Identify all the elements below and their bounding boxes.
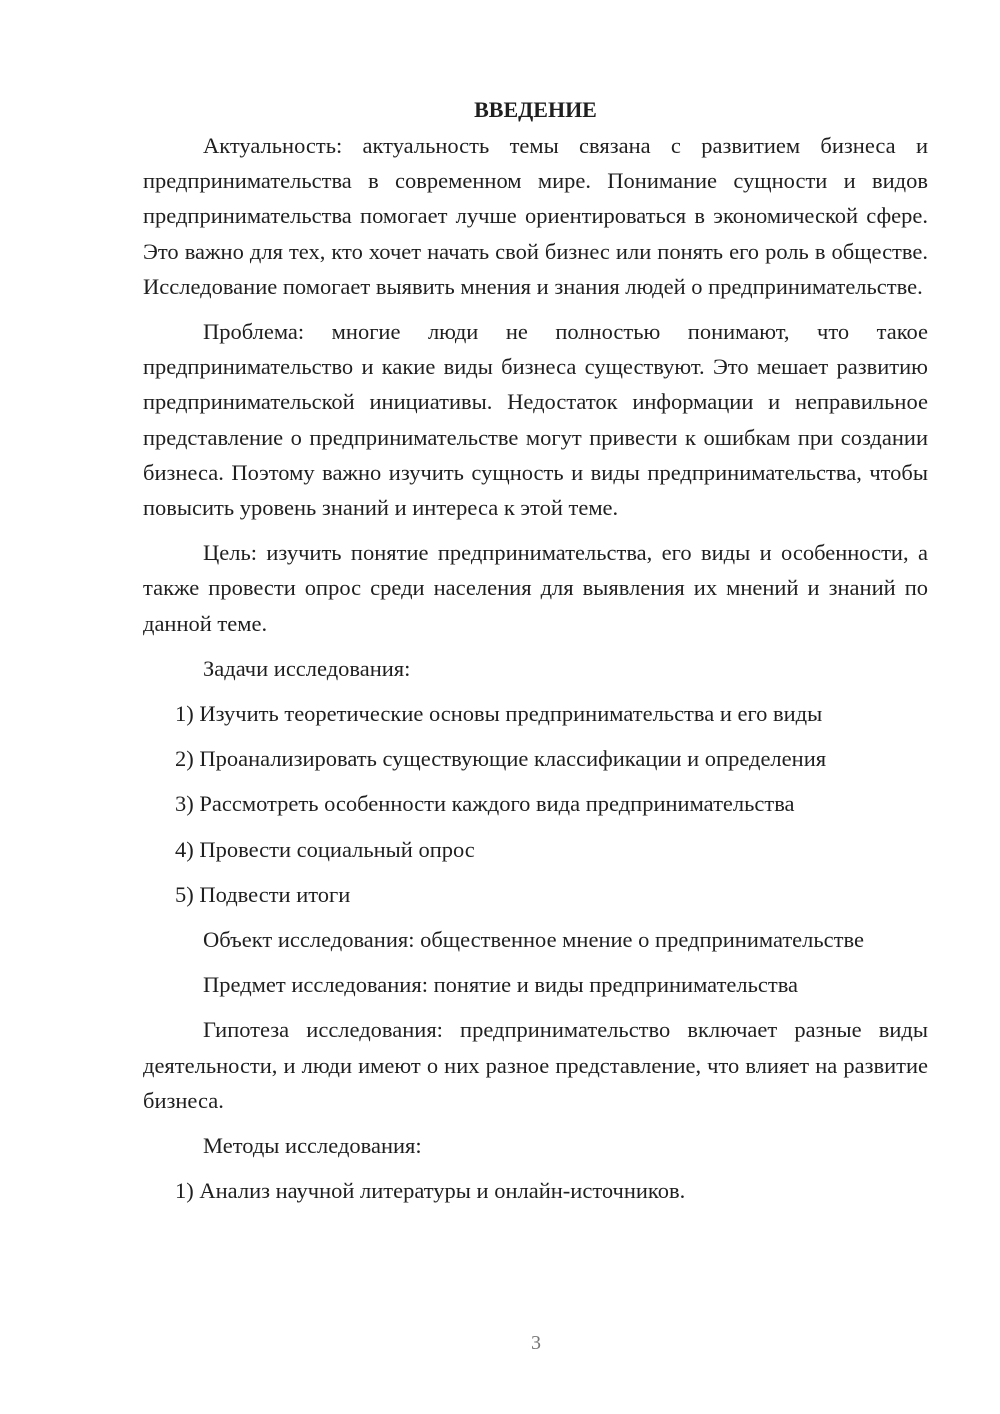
list-item: 2) Проанализировать существующие классификации и определения — [175, 746, 827, 772]
methods-title: Методы исследования: — [203, 1133, 422, 1159]
tasks-title: Задачи исследования: — [203, 655, 411, 681]
tasks-list — [143, 696, 928, 912]
list-item: 1) Изучить теоретические основы предпринимательства и его виды — [175, 701, 823, 727]
paragraph-hypothesis: Гипотеза исследования: предпринимательство включает разные виды деятельности, и люди имеют о них разное представление, что влияет на развитие бизнеса. — [143, 1017, 928, 1113]
document-page — [143, 92, 928, 1218]
paragraph-relevance: Актуальность: актуальность темы связана с развитием бизнеса и предпринимательства в современном мире. Понимание сущности и видов предпринимательства помогает лучше ориентироваться в экономической сфере. Это важно для тех, кто хочет начать свой бизнес или понять его роль в обществе. Исследование помогает выявить мнения и знания людей о предпринимательстве. — [143, 133, 928, 299]
section-heading: ВВЕДЕНИЕ — [474, 97, 597, 122]
list-item: 1) Анализ научной литературы и онлайн-источников. — [175, 1178, 686, 1204]
paragraph-subject: Предмет исследования: понятие и виды предпринимательства — [203, 972, 799, 998]
paragraph-problem: Проблема: многие люди не полностью понимают, что такое предпринимательство и какие виды бизнеса существуют. Это мешает развитию предпринимательской инициативы. Недостаток информации и неправильное представление о предпринимательстве могут привести к ошибкам при создании бизнеса. Поэтому важно изучить сущность и виды предпринимательства, чтобы повысить уровень знаний и интереса к этой теме. — [143, 319, 928, 521]
page-number: 3 — [531, 1332, 541, 1354]
paragraph-goal: Цель: изучить понятие предпринимательства, его виды и особенности, а также провести опрос среди населения для выявления их мнений и знаний по данной теме. — [143, 540, 928, 636]
list-item: 4) Провести социальный опрос — [175, 836, 475, 862]
paragraph-object: Объект исследования: общественное мнение о предпринимательстве — [203, 927, 864, 953]
methods-list — [143, 1173, 928, 1208]
list-item: 3) Рассмотреть особенности каждого вида предпринимательства — [175, 791, 795, 817]
list-item: 5) Подвести итоги — [175, 881, 351, 907]
